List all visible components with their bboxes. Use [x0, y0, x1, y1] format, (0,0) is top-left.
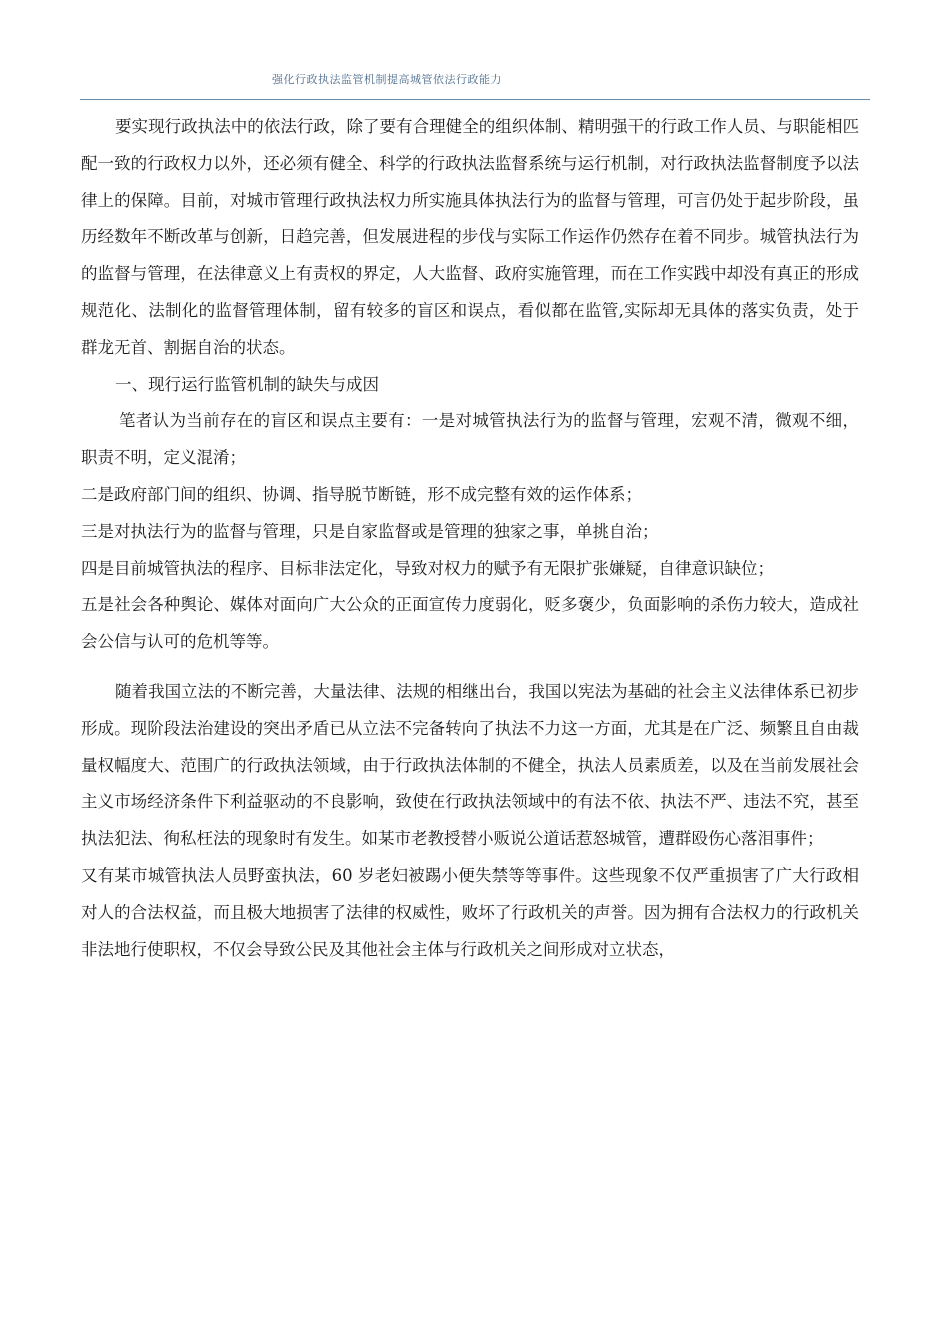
header-divider	[80, 99, 870, 100]
intro-paragraph: 要实现行政执法中的依法行政，除了要有合理健全的组织体制、精明强干的行政工作人员、与职能相匹配一致的行政权力以外，还必须有健全、科学的行政执法监督系统与运行机制，对行政执法监督制度予以法律上的保障。目前，对城市管理行政执法权力所实施具体执法行为的监督与管理，可言仍处于起步阶段，虽历经数年不断改革与创新，日趋完善，但发展进程的步伐与实际工作运作仍然存在着不同步。城管执法行为的监督与管理，在法律意义上有责权的界定，人大监督、政府实施管理，而在工作实践中却没有真正的形成规范化、法制化的监督管理体制，留有较多的盲区和误点，看似都在监管,实际却无具体的落实负责，处于群龙无首、割据自治的状态。	[81, 117, 859, 357]
list-item-5: 五是社会各种舆论、媒体对面向广大公众的正面宣传力度弱化，贬多褒少，负面影响的杀伤力较大，造成社会公信与认可的危机等等。	[81, 595, 859, 652]
list-item-4: 四是目前城管执法的程序、目标非法定化，导致对权力的赋予有无限扩张嫌疑，自律意识缺位；	[81, 558, 774, 578]
list-intro-paragraph: 笔者认为当前存在的盲区和误点主要有：一是对城管执法行为的监督与管理，宏观不清，微观不细，职责不明，定义混淆；	[81, 411, 859, 468]
list-item-2: 二是政府部门间的组织、协调、指导脱节断链，形不成完整有效的运作体系；	[81, 484, 642, 504]
section-heading: 一、现行运行监管机制的缺失与成因	[115, 374, 379, 394]
body-paragraph: 随着我国立法的不断完善，大量法律、法规的相继出台，我国以宪法为基础的社会主义法律体系已初步形成。现阶段法治建设的突出矛盾已从立法不完备转向了执法不力这一方面，尤其是在广泛、频繁且自由裁量权幅度大、范围广的行政执法领域，由于行政执法体制的不健全，执法人员素质差，以及在当前发展社会主义市场经济条件下利益驱动的不良影响，致使在行政执法领域中的有法不依、执法不严、违法不究，甚至执法犯法、徇私枉法的现象时有发生。如某市老教授替小贩说公道话惹怒城管，遭群殴伤心落泪事件；	[81, 681, 859, 849]
list-item-3: 三是对执法行为的监督与管理，只是自家监督或是管理的独家之事，单挑自治；	[81, 521, 659, 541]
document-header-title: 强化行政执法监管机制提高城管依法行政能力	[272, 73, 502, 86]
body-paragraph-continued: 又有某市城管执法人员野蛮执法，60 岁老妇被踢小便失禁等等事件。这些现象不仅严重损害了广大行政相对人的合法权益，而且极大地损害了法律的权威性，败坏了行政机关的声誉。因为拥有合法权力的行政机关非法地行使职权，不仅会导致公民及其他社会主体与行政机关之间形成对立状态，	[81, 865, 859, 959]
document-body	[81, 109, 859, 968]
